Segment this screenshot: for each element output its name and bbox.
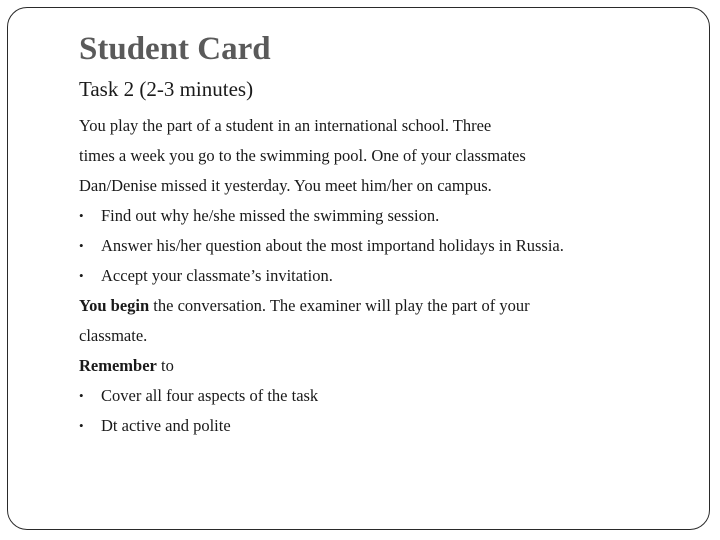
bullet-icon: •	[79, 388, 84, 403]
intro-line-3: Dan/Denise missed it yesterday. You meet him/her on campus.	[79, 176, 492, 195]
bullet-icon: •	[79, 418, 84, 433]
task-item-text: Answer his/her question about the most importand holidays in Russia.	[101, 236, 564, 255]
begin-rest: the conversation. The examiner will play the part of your	[149, 296, 530, 315]
begin-bold: You begin	[79, 296, 150, 315]
task-item	[79, 201, 679, 231]
task-subtitle: Task 2 (2-3 minutes)	[79, 77, 254, 101]
reminder-item-text: Cover all four aspects of the task	[101, 386, 319, 405]
bullet-icon: •	[79, 238, 84, 253]
task-item	[79, 231, 679, 261]
remember-bold: Remember	[79, 356, 157, 375]
task-item-text: Accept your classmate’s invitation.	[101, 266, 333, 285]
begin-line	[79, 291, 679, 321]
task-item-text: Find out why he/she missed the swimming session.	[101, 206, 440, 225]
reminder-item	[79, 411, 679, 441]
remember-rest: to	[156, 356, 174, 375]
reminder-item	[79, 381, 679, 411]
task-item	[79, 261, 679, 291]
task-body	[79, 111, 679, 441]
intro-line-2: times a week you go to the swimming pool. One of your classmates	[79, 146, 526, 165]
bullet-icon: •	[79, 208, 84, 223]
remember-line	[79, 351, 679, 381]
reminder-item-text: Dt active and polite	[101, 416, 231, 435]
begin-line-2: classmate.	[79, 326, 148, 345]
page-title: Student Card	[79, 31, 271, 67]
intro-line-1: You play the part of a student in an international school. Three	[79, 116, 492, 135]
bullet-icon: •	[79, 268, 84, 283]
